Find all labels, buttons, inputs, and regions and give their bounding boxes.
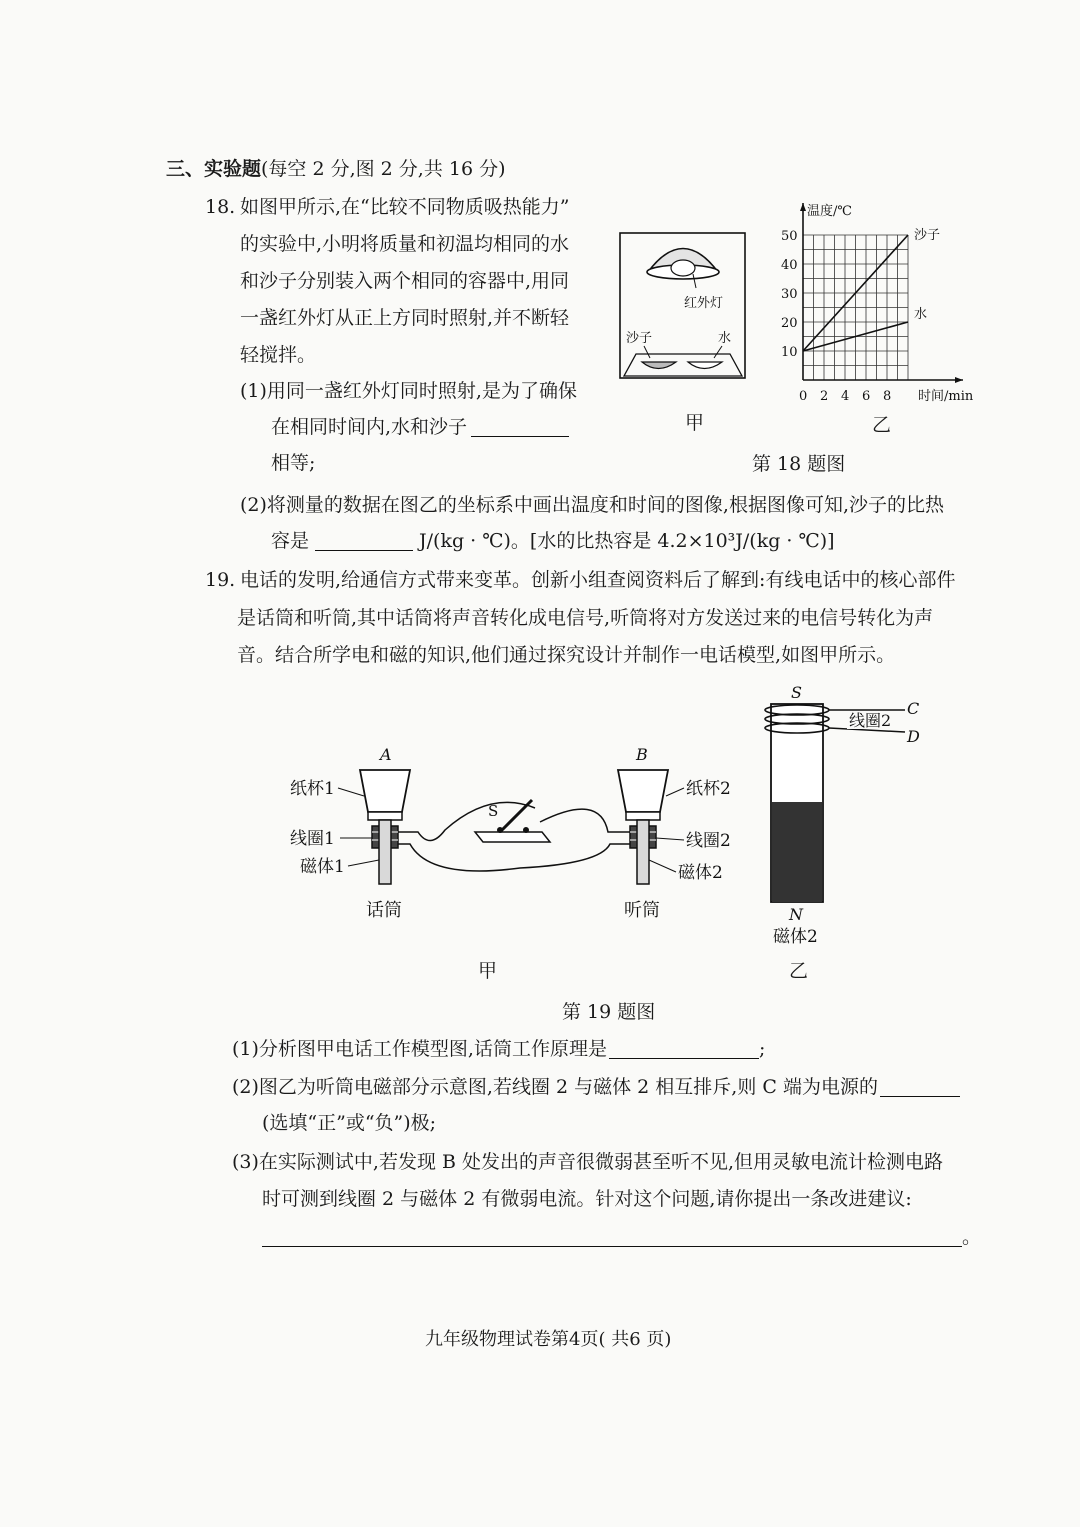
q19-part3-line-2: 时可测到线圈 2 与磁体 2 有微弱电流。针对这个问题,请你提出一条改进建议: [262,1188,912,1210]
q18-part1-line-1: (1)用同一盏红外灯同时照射,是为了确保 [240,380,577,402]
label-N-pole: N [789,905,803,924]
fig19-yi [755,680,935,950]
wire-upper-right [540,809,630,832]
magnet2 [637,820,649,884]
x-tick-label-0: 0 [799,389,808,404]
q18-part1-line-3: 相等; [271,452,316,474]
page-footer: 九年级物理试卷第4页( 共6 页) [425,1329,672,1350]
wire-lower [398,844,630,871]
magnet1-label: 磁体1 [300,857,345,877]
magnet2-body [772,802,822,902]
cup2-base [626,812,660,820]
q18-part2-line-2 [271,532,835,551]
lamp-label: 红外灯 [684,296,724,311]
q18-stem-line-4: 一盏红外灯从正上方同时照射,并不断轻 [240,307,570,329]
coil1-label: 线圈1 [290,829,335,849]
cup1-base [368,812,402,820]
q19-part1 [232,1040,765,1059]
water-label: 水 [718,331,732,346]
sand-label: 沙子 [626,331,653,346]
cup1 [360,770,410,812]
section-scoring: (每空 2 分,图 2 分,共 16 分) [261,158,506,180]
magnet1 [379,820,391,884]
fig18-jia [618,230,748,380]
label-S-pole: S [791,683,802,702]
x-tick-label-2: 2 [820,389,829,404]
fig19-jia [280,740,750,925]
label-D: D [907,727,920,746]
y-tick-label-40: 40 [781,258,798,273]
y-axis-label: 温度/℃ [807,204,852,219]
q19-number: 19. [205,569,236,591]
q18-stem-line-3: 和沙子分别装入两个相同的容器中,用同 [240,270,570,292]
x-tick-label-8: 8 [883,389,892,404]
q18-part2-line-1: (2)将测量的数据在图乙的坐标系中画出温度和时间的图像,根据图像可知,沙子的比热 [240,494,944,516]
label-B: B [636,745,648,764]
fig18-yi-caption: 乙 [872,414,892,436]
q19-part2-line-1 [232,1078,960,1097]
q19-stem-line-2: 是话筒和听筒,其中话筒将声音转化成电信号,听筒将对方发送过来的电信号转化为声 [237,607,934,629]
y-tick-label-20: 20 [781,316,798,331]
water-leader [714,346,722,358]
sand-dish [642,362,676,369]
switch-base [475,832,550,842]
switch-contact [523,827,529,833]
cup2-label: 纸杯2 [686,779,731,799]
magnet1-leader [348,860,379,866]
switch-lever[interactable] [500,800,532,832]
answer-blank-19-2[interactable] [880,1078,960,1097]
q18-number: 18. [205,196,236,218]
answer-blank-18-2[interactable] [315,532,413,551]
q18-stem-line-1: 如图甲所示,在“比较不同物质吸热能力” [240,196,570,218]
table-top [624,354,742,376]
water-dish [688,362,722,369]
x-axis-label: 时间/min [918,389,974,404]
q19-part1-end: ; [758,1038,766,1060]
series-label-0: 沙子 [914,228,941,243]
x-axis-arrow [955,377,963,383]
magnet2-label: 磁体2 [678,863,723,883]
q18-part2-post: J/(kg · ℃)。[水的比热容是 4.2×10³J/(kg · ℃)] [419,530,835,552]
answer-blank-18-1[interactable] [471,418,569,437]
magnet-label: 磁体2 [773,927,818,947]
coil2-leader [656,838,684,840]
lamp-bulb [671,260,695,276]
q19-stem-line-1: 电话的发明,给通信方式带来变革。创新小组查阅资料后了解到:有线电话中的核心部件 [240,569,956,591]
x-tick-label-6: 6 [862,389,871,404]
q18-part2-pre: 容是 [271,530,310,552]
y-tick-label-30: 30 [781,287,798,302]
switch-pivot [497,827,503,833]
y-tick-label-10: 10 [781,345,798,360]
q18-part1-text: 在相同时间内,水和沙子 [271,416,468,438]
q19-part2-text: (2)图乙为听筒电磁部分示意图,若线圈 2 与磁体 2 相互排斥,则 C 端为电源的 [232,1076,878,1098]
section-title: 三、实验题 [166,158,262,180]
x-tick-label-4: 4 [841,389,850,404]
label-S-switch: S [488,802,499,820]
coil2-label: 线圈2 [686,831,731,851]
q19-part1-text: (1)分析图甲电话工作模型图,话筒工作原理是 [232,1038,607,1060]
label-A: A [380,745,392,764]
y-axis-arrow [800,203,806,211]
q18-part1-line-2 [271,418,569,437]
label-C: C [907,699,920,718]
fig19-yi-caption: 乙 [789,960,809,982]
cup2-leader [666,788,684,796]
q19-part3-line-1: (3)在实际测试中,若发现 B 处发出的声音很微弱甚至听不见,但用灵敏电流计检测电路 [232,1151,944,1173]
fig18-jia-caption: 甲 [685,412,705,434]
mic-label: 话筒 [366,900,402,921]
fig19-caption: 第 19 题图 [562,1001,656,1023]
fig18-caption: 第 18 题图 [752,453,846,475]
q19-part3-end: 。 [962,1226,982,1248]
cup1-label: 纸杯1 [290,779,335,799]
answer-blank-19-1[interactable] [609,1040,759,1059]
q18-stem-line-5: 轻搅拌。 [240,344,317,366]
magnet2-leader [649,860,676,872]
sand-leader [644,346,650,358]
section-heading [166,160,506,179]
q19-part2-line-2: (选填“正”或“负”)极; [262,1112,437,1134]
q19-stem-line-3: 音。结合所学电和磁的知识,他们通过探究设计并制作一电话模型,如图甲所示。 [237,644,896,666]
fig18-yi-chart [775,195,985,410]
y-tick-label-50: 50 [781,229,798,244]
cup2 [618,770,668,812]
fig19-jia-caption: 甲 [478,960,498,982]
q18-stem-line-2: 的实验中,小明将质量和初温均相同的水 [240,233,570,255]
cup1-leader [338,788,364,796]
receiver-label: 听筒 [624,900,660,921]
q19-part3-line-3 [262,1228,981,1247]
coil-label: 线圈2 [849,711,892,730]
answer-blank-19-3[interactable] [262,1228,962,1247]
series-label-1: 水 [914,307,928,322]
